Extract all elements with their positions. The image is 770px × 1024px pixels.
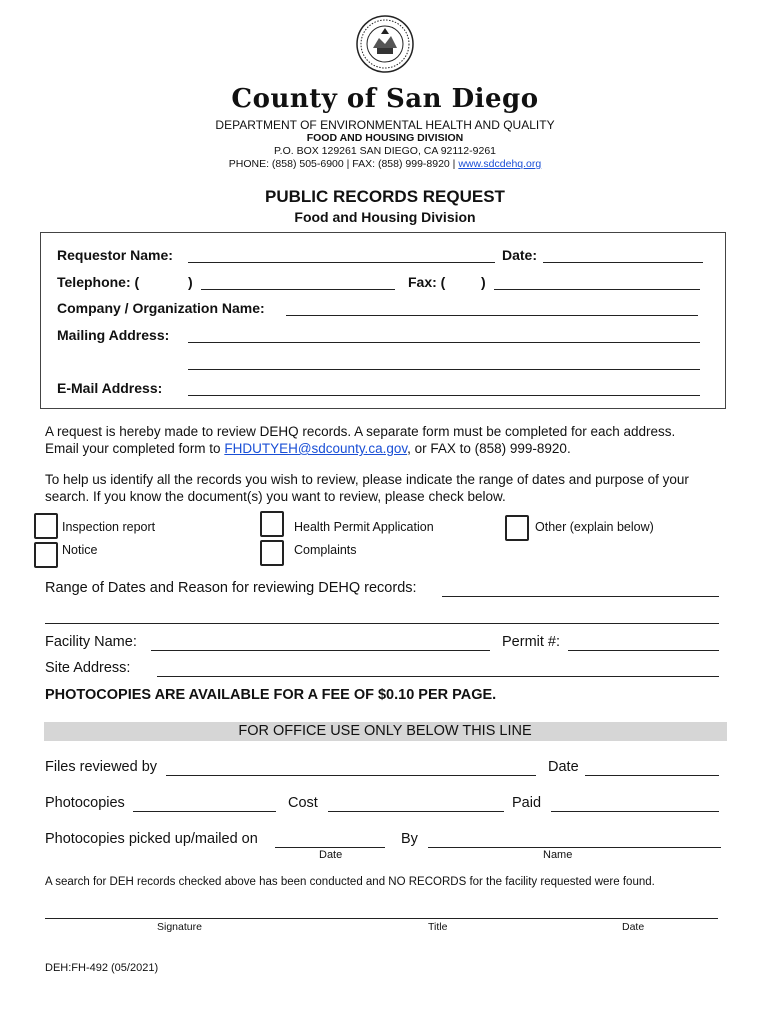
mailing-address-field-2[interactable]: [188, 369, 700, 370]
picked-up-label: Photocopies picked up/mailed on: [45, 831, 258, 847]
county-name: County of San Diego: [231, 84, 539, 114]
permit-field[interactable]: [568, 650, 719, 651]
cost-label: Cost: [288, 795, 318, 811]
site-address-field[interactable]: [157, 676, 719, 677]
date-label: Date:: [502, 247, 538, 263]
title-caption: Title: [428, 921, 448, 933]
contact-line: [0, 158, 770, 170]
email-label: E-Mail Address:: [57, 380, 163, 396]
files-reviewed-field[interactable]: [166, 775, 536, 776]
fax-field[interactable]: [494, 289, 700, 290]
signature-line[interactable]: [45, 918, 718, 919]
mailing-address: P.O. BOX 129261 SAN DIEGO, CA 92112-9261: [274, 145, 496, 157]
intro-fax-suffix: , or FAX to (858) 999-8920.: [407, 441, 571, 456]
date-field[interactable]: [543, 262, 703, 263]
range-reason-field-2[interactable]: [45, 623, 719, 624]
photocopies-field[interactable]: [133, 811, 276, 812]
company-field[interactable]: [286, 315, 698, 316]
form-subtitle: Food and Housing Division: [294, 209, 476, 225]
intro-line-1: A request is hereby made to review DEHQ records. A separate form must be completed for each address.: [45, 424, 676, 439]
picked-up-date-caption: Date: [319, 849, 343, 861]
picked-up-date-field[interactable]: [275, 847, 385, 848]
permit-label: Permit #:: [502, 634, 561, 650]
signature-date-caption: Date: [622, 921, 645, 933]
email-link[interactable]: FHDUTYEH@sdcounty.ca.gov: [224, 441, 408, 456]
company-label: Company / Organization Name:: [57, 300, 265, 316]
department-name: DEPARTMENT OF ENVIRONMENTAL HEALTH AND QUALITY: [215, 118, 555, 132]
help-line-2: search. If you know the document(s) you want to review, please check below.: [45, 489, 506, 504]
by-name-field[interactable]: [428, 847, 721, 848]
telephone-paren: ): [188, 274, 193, 290]
other-checkbox[interactable]: [505, 515, 529, 541]
facility-name-label: Facility Name:: [45, 634, 137, 650]
fee-notice: PHOTOCOPIES ARE AVAILABLE FOR A FEE OF $0.10 PER PAGE.: [45, 687, 497, 703]
form-title: PUBLIC RECORDS REQUEST: [265, 187, 505, 206]
by-name-caption: Name: [543, 849, 573, 861]
by-label: By: [401, 831, 418, 847]
fax-label: Fax: (: [408, 274, 446, 290]
inspection-report-checkbox[interactable]: [34, 513, 58, 539]
facility-name-field[interactable]: [151, 650, 490, 651]
website-link[interactable]: www.sdcdehq.org: [458, 158, 542, 170]
intro-line-2: [45, 440, 571, 458]
county-seal-logo: [355, 14, 415, 74]
range-reason-label: Range of Dates and Reason for reviewing DEHQ records:: [45, 580, 417, 596]
photocopies-label: Photocopies: [45, 795, 125, 811]
health-permit-label: Health Permit Application: [294, 520, 434, 534]
requestor-name-field[interactable]: [188, 262, 495, 263]
paid-label: Paid: [512, 795, 542, 811]
intro-email-prefix: Email your completed form to: [45, 441, 225, 456]
email-field[interactable]: [188, 395, 700, 396]
mailing-address-label: Mailing Address:: [57, 327, 170, 343]
inspection-report-label: Inspection report: [62, 520, 156, 534]
review-date-label: Date: [548, 759, 579, 775]
no-records-statement: A search for DEH records checked above has been conducted and NO RECORDS for the facility requested were found.: [45, 876, 655, 888]
office-use-banner-text: FOR OFFICE USE ONLY BELOW THIS LINE: [238, 723, 532, 739]
notice-label: Notice: [62, 543, 98, 557]
other-label: Other (explain below): [535, 520, 654, 534]
site-address-label: Site Address:: [45, 660, 131, 676]
files-reviewed-label: Files reviewed by: [45, 759, 158, 775]
division-name: FOOD AND HOUSING DIVISION: [306, 132, 464, 144]
form-id: DEH:FH-492 (05/2021): [45, 962, 159, 974]
help-line-1: To help us identify all the records you wish to review, please indicate the range of dates and purpose of your: [45, 472, 689, 487]
telephone-label: Telephone: (: [57, 274, 140, 290]
complaints-label: Complaints: [294, 543, 357, 557]
paid-field[interactable]: [551, 811, 719, 812]
notice-checkbox[interactable]: [34, 542, 58, 568]
fax-paren: ): [481, 274, 486, 290]
cost-field[interactable]: [328, 811, 504, 812]
complaints-checkbox[interactable]: [260, 540, 284, 566]
review-date-field[interactable]: [585, 775, 719, 776]
range-reason-field[interactable]: [442, 596, 719, 597]
requestor-name-label: Requestor Name:: [57, 247, 173, 263]
phone-fax: PHONE: (858) 505-6900 | FAX: (858) 999-8920 |: [228, 158, 459, 170]
telephone-field[interactable]: [201, 289, 395, 290]
signature-caption: Signature: [157, 921, 202, 933]
health-permit-checkbox[interactable]: [260, 511, 284, 537]
mailing-address-field-1[interactable]: [188, 342, 700, 343]
